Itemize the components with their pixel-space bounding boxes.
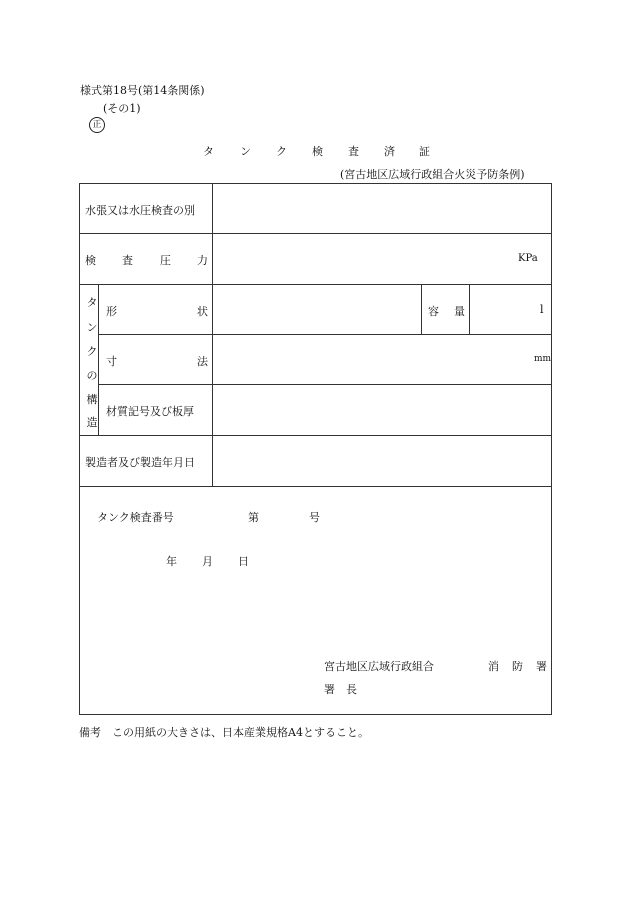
shape-field[interactable] xyxy=(215,289,417,331)
date-month: 月 xyxy=(202,555,213,568)
dimension-label-char: 寸 xyxy=(106,355,117,368)
title-char: ン xyxy=(240,145,251,158)
row-divider xyxy=(79,284,552,285)
row-divider xyxy=(98,384,552,385)
form-number: 様式第18号(第14条関係) xyxy=(80,84,205,97)
tank-structure-char: ク xyxy=(86,345,98,358)
table-border-right xyxy=(551,183,552,715)
column-divider xyxy=(421,284,422,334)
shape-label-char: 形 xyxy=(106,305,117,318)
material-field[interactable] xyxy=(215,389,548,431)
pressure-label-char: 検 xyxy=(85,254,96,267)
manufacturer-label: 製造者及び製造年月日 xyxy=(85,456,195,469)
table-border-left xyxy=(79,183,80,715)
fire-station-char: 署 xyxy=(536,660,547,673)
number-prefix: 第 xyxy=(248,511,259,524)
remarks-note: 備考 この用紙の大きさは、日本産業規格A4とすること。 xyxy=(79,726,369,739)
test-type-label: 水張又は水圧検査の別 xyxy=(85,204,195,217)
chief-title-char: 署 xyxy=(324,683,335,696)
row-divider xyxy=(98,334,552,335)
pressure-label-char: 査 xyxy=(122,254,133,267)
date-year: 年 xyxy=(166,555,177,568)
column-divider xyxy=(469,284,470,334)
seal-mark: 正 xyxy=(89,117,105,133)
chief-title-char: 長 xyxy=(346,683,357,696)
dimension-unit: mm xyxy=(534,354,552,364)
title-char: ク xyxy=(276,145,287,158)
dimension-field[interactable] xyxy=(215,339,548,381)
tank-structure-char: タ xyxy=(86,296,98,309)
title-char: 済 xyxy=(384,145,395,158)
capacity-field[interactable] xyxy=(472,289,548,331)
tank-structure-char: ン xyxy=(86,321,98,334)
fire-station-char: 防 xyxy=(512,660,523,673)
fire-station-char: 消 xyxy=(488,660,499,673)
row-divider xyxy=(79,233,552,234)
dimension-label-char: 法 xyxy=(197,355,208,368)
manufacturer-field[interactable] xyxy=(215,440,548,482)
title-char: 証 xyxy=(419,145,430,158)
pressure-label-char: 圧 xyxy=(160,254,171,267)
title-char: 査 xyxy=(348,145,359,158)
table-border-bottom xyxy=(79,714,552,715)
table-border-top xyxy=(79,183,552,184)
column-divider xyxy=(98,284,99,435)
tank-structure-char: 造 xyxy=(86,416,98,429)
tank-structure-char: の xyxy=(86,369,98,382)
pressure-label-char: 力 xyxy=(197,254,208,267)
material-label: 材質記号及び板厚 xyxy=(106,405,194,418)
capacity-unit: l xyxy=(540,303,544,316)
ordinance-reference: (宮古地区広域行政組合火災予防条例) xyxy=(340,168,525,181)
capacity-label-char: 量 xyxy=(454,305,465,318)
test-type-field[interactable] xyxy=(215,188,548,230)
inspection-number-label: タンク検査番号 xyxy=(97,511,174,524)
pressure-field[interactable] xyxy=(215,238,548,280)
date-day: 日 xyxy=(238,555,249,568)
title-char: 検 xyxy=(312,145,323,158)
organization-name: 宮古地区広域行政組合 xyxy=(324,660,434,673)
row-divider xyxy=(79,486,552,487)
title-char: タ xyxy=(203,145,214,158)
tank-structure-char: 構 xyxy=(86,393,98,406)
number-suffix: 号 xyxy=(309,511,320,524)
column-divider xyxy=(212,183,213,486)
shape-label-char: 状 xyxy=(197,305,208,318)
pressure-unit: KPa xyxy=(518,253,538,264)
sub-number: (その1) xyxy=(103,102,141,115)
capacity-label-char: 容 xyxy=(428,305,439,318)
row-divider xyxy=(79,435,552,436)
